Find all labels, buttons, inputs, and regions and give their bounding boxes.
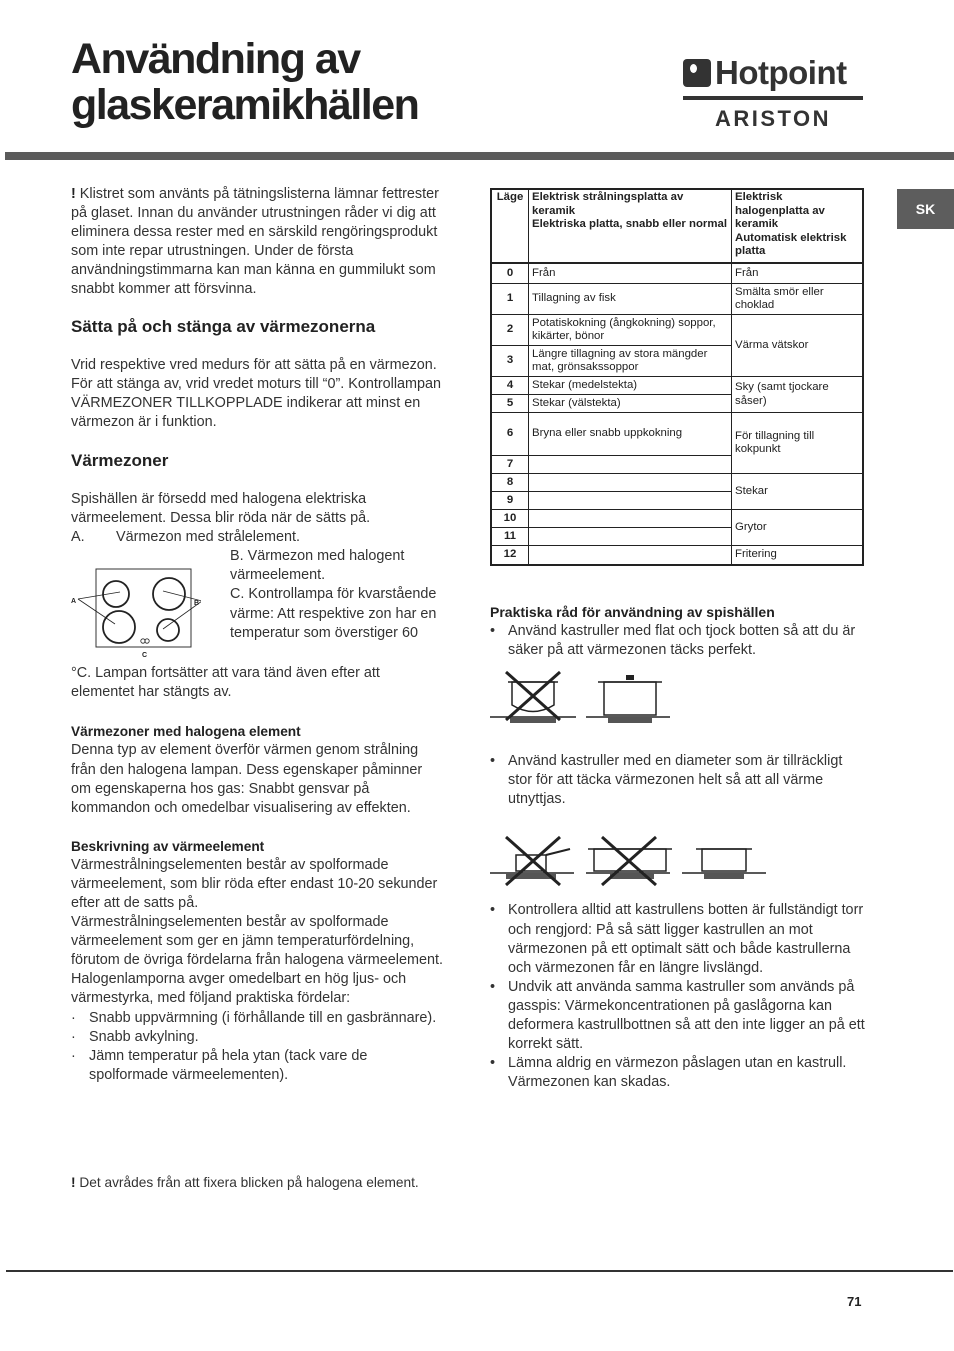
header-divider <box>5 152 954 160</box>
label-c: C <box>142 652 148 660</box>
header-halogen: Elektrisk halogenplatta av keramik Automatisk elektrisk platta <box>732 189 864 263</box>
list-item: • Använd kastruller med flat och tjock botten så att du är säker på att värmezonen täcks perfekt. <box>490 623 856 659</box>
table-row: 4 Stekar (medelstekta) Sky (samt tjockare såser) <box>491 377 863 395</box>
language-tab: SK <box>897 189 954 229</box>
table-row: 5 Stekar (välstekta) <box>491 395 863 413</box>
desc-text-2: Värmestrålningselementen består av spolformade värmeelement som ger en jämn temperaturfördelning, förutom de övriga fördelarna från halogena värmeelement. <box>71 914 443 969</box>
table-row: 7 <box>491 456 863 474</box>
brand-mark-icon <box>683 59 711 87</box>
zone-a-item: A. Värmezon med strålelement. <box>71 529 300 546</box>
zone-c-cont: °C. Lampan fortsätter att vara tänd även efter att elementet har stängts av. <box>71 665 380 701</box>
logo-brand: Hotpoint <box>715 54 847 91</box>
heading-halogen: Värmezoner med halogena element <box>71 724 301 740</box>
warning-adhesive: ! Klistret som använts på tätningslisterna lämnar fettrester på glaset. Innan du använder utrustningen råder vi dig att eliminera dessa rester med en särskild rengöringsprodukt som inte repar utrustningen. Under de första användningstimmarna kan man känna en gummilukt som snabbt kommer att försvinna. <box>71 186 439 298</box>
footer-divider <box>6 1270 953 1272</box>
table-row: 6 Bryna eller snabb uppkokning För tillagning till kokpunkt <box>491 413 863 456</box>
heading-on-off: Sätta på och stänga av värmezonerna <box>71 316 376 336</box>
table-row: 1 Tillagning av fisk Smälta smör eller choklad <box>491 284 863 315</box>
list-item: • Lämna aldrig en värmezon påslagen utan en kastrull. Värmezonen kan skadas. <box>490 1055 847 1091</box>
on-off-text-2: För att stänga av, vrid vredet moturs till “0”. Kontrollampan VÄRMEZONER TILLKOPPLADE indikerar att minst en värmezon är i funktion. <box>71 375 442 430</box>
page-number: 71 <box>847 1294 862 1309</box>
on-off-text-1: Vrid respektive vred medurs för att sätta på en värmezon. <box>71 356 437 373</box>
title-line-1: Användning av <box>71 35 360 83</box>
pan-illustration-diameter <box>490 809 866 901</box>
tips-column <box>490 603 866 1092</box>
heading-zones: Värmezoner <box>71 450 169 470</box>
table-row: 12 Fritering <box>491 546 863 566</box>
pan-illustration-flat-bottom <box>490 660 866 752</box>
zones-figure-block <box>71 547 446 664</box>
cooktop-diagram <box>71 561 201 661</box>
zones-text: Spishällen är försedd med halogena elektriska värmeelement. Dessa blir röda när de sätts på. <box>71 490 371 527</box>
list-item: • Kontrollera alltid att kastrullens botten är fullständigt torr och rengjord: På så sätt ligger kastrullen an mot värmezonen på ett optimalt sätt och både kastrullerna och värmezonen får en längre livslängd. <box>490 902 864 976</box>
logo-rule <box>683 96 863 100</box>
label-b: B <box>194 600 200 608</box>
page-title <box>71 36 418 128</box>
header-level: Läge <box>491 189 529 263</box>
table-row: 2 Potatiskokning (ångkokning) soppor, kikärter, bönor Värma vätskor <box>491 315 863 346</box>
zone-b-c-text <box>230 547 445 642</box>
desc-text-3: Halogenlamporna avger omedelbart en hög ljus- och värmestyrka, med följand praktiska fördelar: <box>71 971 407 1007</box>
list-item: • Använd kastruller med en diameter som är tillräckligt stor för att täcka värmezonen helt så att all värme utnyttjas. <box>490 753 843 808</box>
brand-logo <box>683 56 863 132</box>
table-row: 3 Längre tillagning av stora mängder mat, grönsakssoppor <box>491 346 863 377</box>
list-item: · Snabb uppvärmning (i förhållande till en gasbrännare). <box>71 1009 437 1026</box>
heading-description: Beskrivning av värmeelement <box>71 838 265 854</box>
pan-flat-bottom-icon <box>490 660 680 752</box>
table-row: 9 <box>491 492 863 510</box>
list-item: · Jämn temperatur på hela ytan (tack vare de spolformade värmeelementen). <box>71 1047 368 1083</box>
table-row: 11 <box>491 528 863 546</box>
zone-b: B. Värmezon med halogent värmeelement. <box>230 548 405 584</box>
halogen-text: Denna typ av element överför värmen genom strålning från den halogena lampan. Dess egenskaper påminner om egenskaperna hos gas: Snabbt gensvar på kommandon och omedelbar visualisering av effekten. <box>71 742 423 816</box>
table-row: 10 Grytor <box>491 510 863 528</box>
list-item: · Snabb avkylning. <box>71 1028 199 1045</box>
table-row: 8 Stekar <box>491 474 863 492</box>
table-row: 0 Från Från <box>491 263 863 284</box>
list-item: • Undvik att använda samma kastruller som används på gasspis: Värmekoncentrationen på gaslågorna kan deformera kastrullbottnen så att den inte ligger an på ett korrekt sätt. <box>490 978 865 1053</box>
settings-table <box>490 188 864 566</box>
pan-diameter-icon <box>490 809 780 901</box>
zone-c: C. Kontrollampa för kvarstående värme: Att respektive zon har en temperatur som överstiger 60 <box>230 586 437 641</box>
table-header-row <box>491 189 863 263</box>
desc-text-1: Värmestrålningselementen består av spolformade värmeelement, som blir röda efter endast 10-20 sekunder efter att de satts på. <box>71 856 438 911</box>
heading-tips: Praktiska råd för användning av spishällen <box>490 604 775 620</box>
left-column <box>71 185 446 1085</box>
label-a: A <box>71 598 77 606</box>
logo-sub: ARISTON <box>714 106 832 131</box>
warning-halogen: ! Det avrådes från att fixera blicken på halogena element. <box>71 1175 419 1190</box>
title-line-2: glaskeramikhällen <box>71 81 419 129</box>
header-radiant: Elektrisk strålningsplatta av keramik Elektriska platta, snabb eller normal <box>529 189 732 263</box>
